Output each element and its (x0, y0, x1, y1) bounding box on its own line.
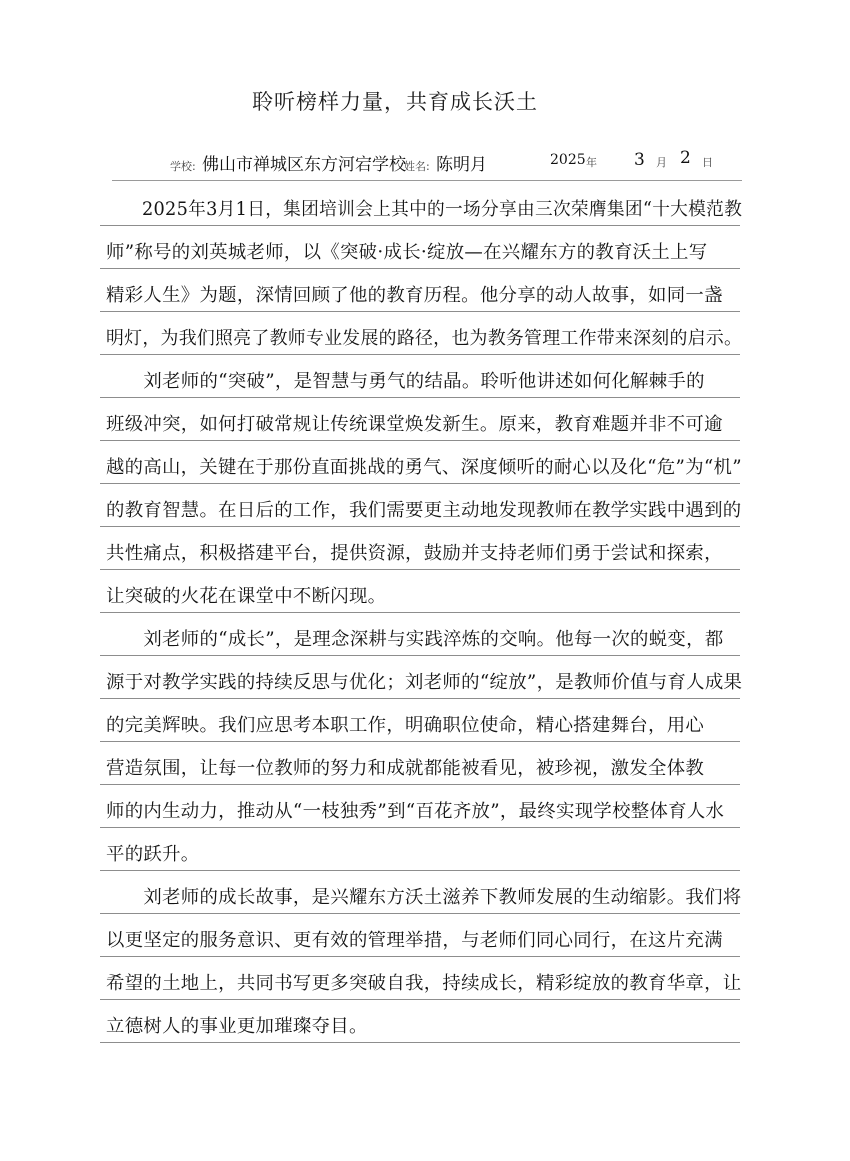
ruled-line (100, 483, 740, 484)
text-line: 的完美辉映。我们应思考本职工作，明确职位使命，精心搭建舞台，用心 (106, 715, 705, 736)
text-line: 的教育智慧。在日后的工作，我们需要更主动地发现教师在教学实践中遇到的 (106, 500, 742, 521)
ruled-line (100, 827, 740, 828)
text-line: 希望的土地上，共同书写更多突破自我，持续成长，精彩绽放的教育华章，让 (106, 973, 742, 994)
day-unit: 日 (702, 156, 713, 169)
ruled-line (100, 784, 740, 785)
ruled-line (100, 1042, 740, 1043)
ruled-line (100, 956, 740, 957)
school-value: 佛山市禅城区东方河宕学校 (202, 155, 406, 175)
name-label: 姓名: (404, 160, 430, 173)
ruled-line (100, 655, 740, 656)
text-line: 班级冲突，如何打破常规让传统课堂焕发新生。原来，教育难题并非不可逾 (106, 414, 723, 435)
ruled-line (100, 741, 740, 742)
ruled-line (100, 569, 740, 570)
month-value: 3 (634, 150, 645, 170)
ruled-line (100, 268, 740, 269)
ruled-line (100, 397, 740, 398)
ruled-line (100, 870, 740, 871)
school-label: 学校: (170, 160, 196, 173)
text-line: 刘老师的“成长”，是理念深耕与实践淬炼的交响。他每一次的蜕变，都 (106, 629, 724, 650)
ruled-line (100, 698, 740, 699)
ruled-line (100, 354, 740, 355)
text-line: 越的高山，关键在于那份直面挑战的勇气、深度倾听的耐心以及化“危”为“机” (106, 457, 742, 478)
ruled-line (100, 225, 740, 226)
ruled-line (100, 311, 740, 312)
ruled-line (100, 913, 740, 914)
text-line: 共性痛点，积极搭建平台，提供资源，鼓励并支持老师们勇于尝试和探索， (106, 543, 723, 564)
name-value: 陈明月 (436, 155, 487, 175)
ruled-line (100, 526, 740, 527)
text-line: 师”称号的刘英城老师，以《突破·成长·绽放—在兴耀东方的教育沃土上写 (106, 242, 708, 263)
ruled-line (100, 999, 740, 1000)
essay-title: 聆听榜样力量，共育成长沃土 (252, 90, 538, 114)
year-value: 2025 (550, 152, 586, 168)
text-line: 立德树人的事业更加璀璨夺目。 (106, 1016, 368, 1037)
text-line: 师的内生动力，推动从“一枝独秀”到“百花齐放”，最终实现学校整体育人水 (106, 801, 725, 822)
text-line: 以更坚定的服务意识、更有效的管理举措，与老师们同心同行，在这片充满 (106, 930, 723, 951)
ruled-line (100, 440, 740, 441)
text-line: 精彩人生》为题，深情回顾了他的教育历程。他分享的动人故事，如同一盏 (106, 285, 723, 306)
text-line: 明灯，为我们照亮了教师专业发展的路径，也为教务管理工作带来深刻的启示。 (106, 328, 743, 349)
text-line: 源于对教学实践的持续反思与优化；刘老师的“绽放”，是教师价值与育人成果 (106, 672, 743, 693)
text-line: 刘老师的“突破”，是智慧与勇气的结晶。聆听他讲述如何化解棘手的 (106, 371, 705, 392)
text-line: 刘老师的成长故事，是兴耀东方沃土滋养下教师发展的生动缩影。我们将 (106, 887, 742, 908)
year-unit: 年 (586, 156, 597, 169)
text-line: 平的跃升。 (106, 844, 200, 865)
header-underline (112, 180, 742, 181)
month-unit: 月 (656, 156, 667, 169)
ruled-line (100, 612, 740, 613)
day-value: 2 (680, 148, 691, 168)
text-line: 营造氛围，让每一位教师的努力和成就都能被看见，被珍视，激发全体教 (106, 758, 705, 779)
text-line: 2025年3月1日，集团培训会上其中的一场分享由三次荣膺集团“十大模范教 (106, 199, 743, 220)
text-line: 让突破的火花在课堂中不断闪现。 (106, 586, 387, 607)
